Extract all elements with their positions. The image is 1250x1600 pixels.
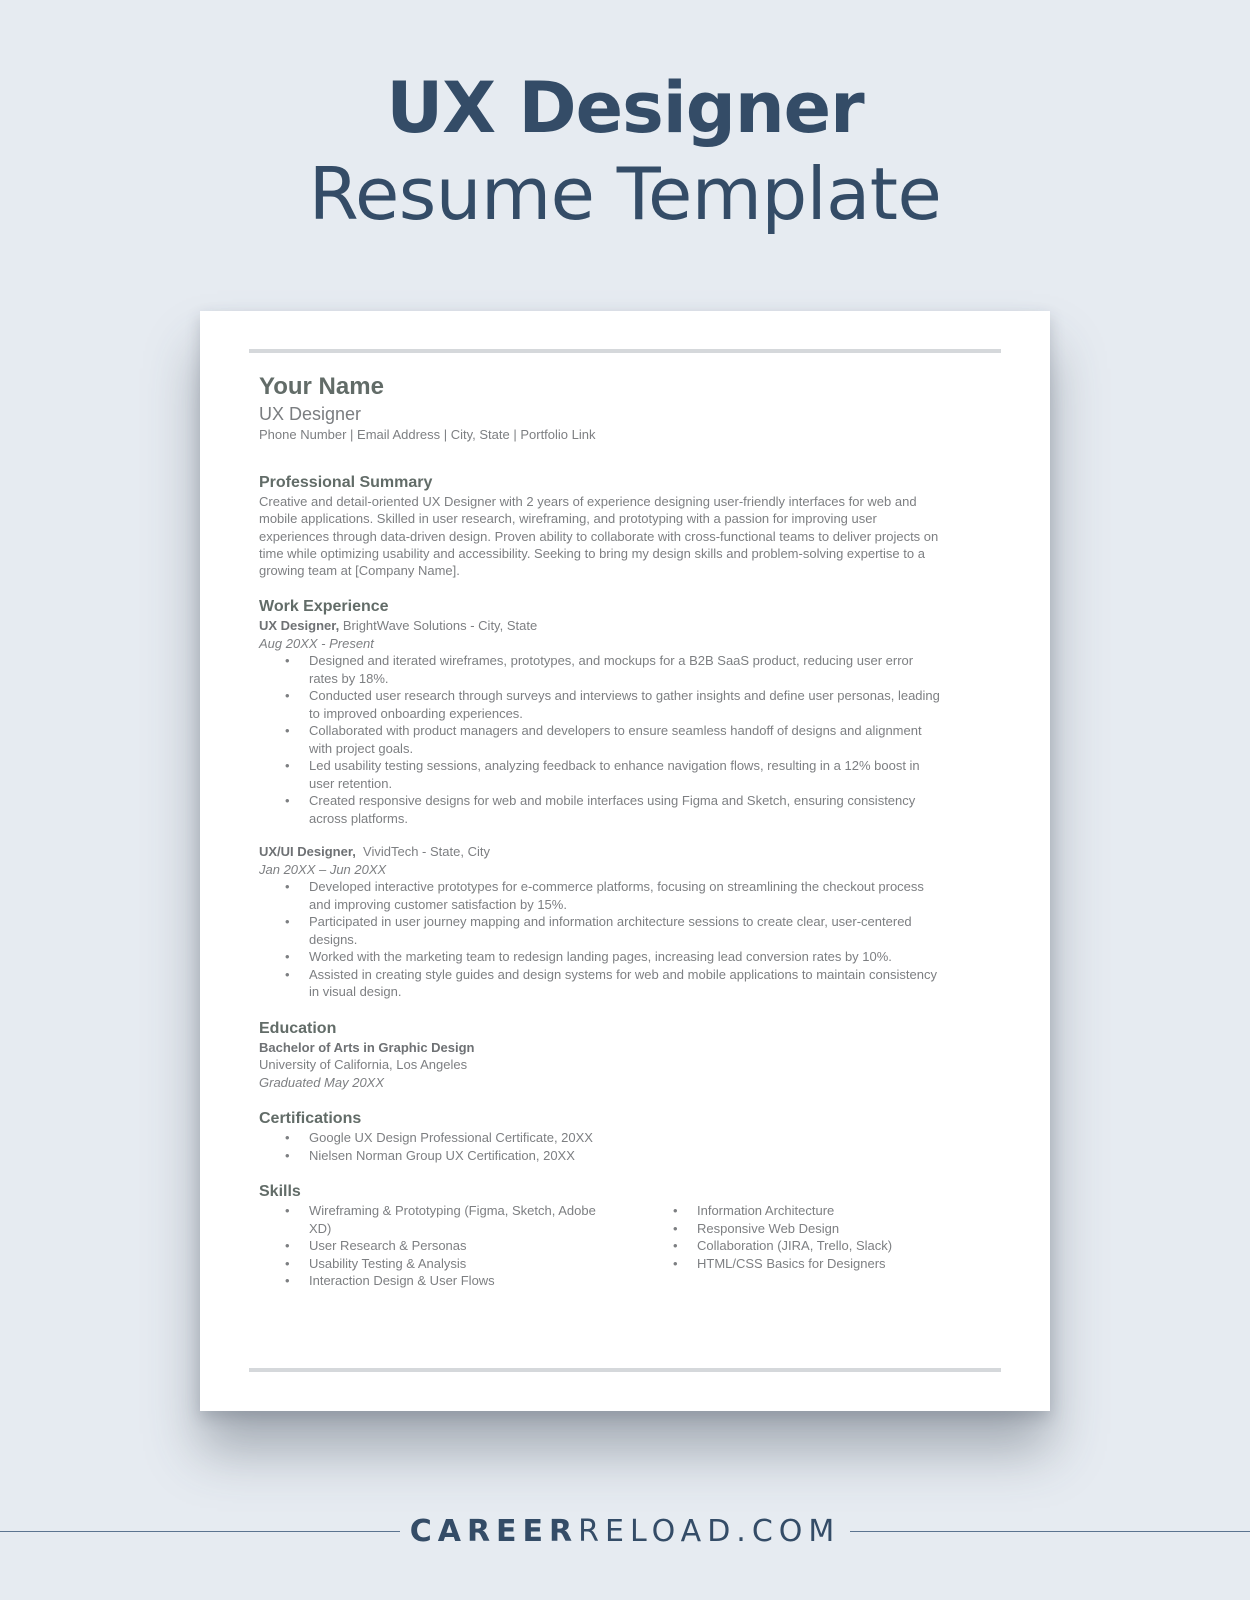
skill-item: • Responsive Web Design	[697, 1220, 892, 1238]
certifications-heading: Certifications	[259, 1110, 362, 1128]
job-bullet	[309, 792, 994, 827]
summary-text	[259, 493, 994, 579]
job-bullets	[259, 878, 994, 1001]
skills-list-left	[259, 1202, 599, 1290]
job-bullet	[309, 757, 994, 792]
footer-brand	[0, 1510, 1250, 1554]
bullet-line: • Participated in user journey mapping and information architecture sessions to create clear, user-centered	[309, 914, 912, 930]
job-entry	[259, 617, 994, 827]
resume-name: Your Name	[259, 373, 384, 400]
bullet-line: • Assisted in creating style guides and design systems for web and mobile applications to maintain consistency	[309, 966, 937, 982]
summary-line: growing team at [Company Name].	[259, 563, 460, 579]
skill-item: • Usability Testing & Analysis	[309, 1255, 599, 1273]
skills-column-left	[259, 1202, 649, 1290]
job-title: UX Designer,	[259, 618, 340, 634]
bullet-line: user retention.	[309, 775, 393, 791]
education-school: University of California, Los Angeles	[259, 1057, 468, 1073]
skills-heading: Skills	[259, 1183, 301, 1201]
brand-bold: CAREER	[409, 1514, 579, 1549]
bullet-line: • Led usability testing sessions, analyzing feedback to enhance navigation flows, resulting in a 12% boost in	[309, 758, 920, 774]
summary-line: experiences through data-driven design. Proven ability to collaborate with cross-functional teams to deliver projects on	[259, 528, 939, 544]
skills-columns	[259, 1202, 994, 1290]
job-bullet	[309, 878, 994, 913]
experience-heading: Work Experience	[259, 598, 389, 616]
job-header	[259, 617, 994, 635]
skill-item: • Information Architecture	[697, 1202, 892, 1220]
brand-regular: RELOAD.COM	[578, 1514, 841, 1549]
bullet-line: in visual design.	[309, 984, 402, 1000]
resume-page	[200, 311, 1050, 1411]
hero-title-line1: UX Designer	[386, 67, 864, 149]
job-bullet	[309, 652, 994, 687]
job-bullet	[309, 913, 994, 948]
skill-item: • Wireframing & Prototyping (Figma, Sketch, Adobe XD)	[309, 1202, 599, 1237]
bullet-line: • Designed and iterated wireframes, prototypes, and mockups for a B2B SaaS product, reducing user error	[309, 653, 914, 669]
job-header	[259, 843, 994, 861]
bottom-divider	[249, 1368, 1001, 1372]
job-bullets	[259, 652, 994, 827]
job-bullet	[309, 722, 994, 757]
education-graduated: Graduated May 20XX	[259, 1074, 385, 1090]
skills-list-right	[649, 1202, 892, 1272]
job-company: BrightWave Solutions - City, State	[339, 618, 538, 634]
bullet-line: rates by 18%.	[309, 670, 389, 686]
bullet-line: • Developed interactive prototypes for e-commerce platforms, focusing on streamlining the checkout process	[309, 879, 924, 895]
job-bullet	[309, 948, 994, 966]
bullet-line: • Collaborated with product managers and developers to ensure seamless handoff of designs and alignment	[309, 723, 922, 739]
bullet-line: • Worked with the marketing team to redesign landing pages, increasing lead conversion rates by 10%.	[309, 949, 892, 965]
bullet-line: with project goals.	[309, 740, 414, 756]
job-dates: Jan 20XX – Jun 20XX	[259, 861, 387, 877]
bullet-line: • Created responsive designs for web and mobile interfaces using Figma and Sketch, ensuring consistency	[309, 793, 916, 809]
hero-title	[0, 66, 1250, 238]
resume-role: UX Designer	[259, 404, 362, 424]
summary-heading: Professional Summary	[259, 474, 433, 491]
skills-column-right	[649, 1202, 892, 1290]
footer	[0, 1510, 1250, 1560]
skill-item: • HTML/CSS Basics for Designers	[697, 1255, 892, 1273]
bullet-line: across platforms.	[309, 810, 408, 826]
resume-content	[259, 372, 994, 1290]
top-divider	[249, 349, 1001, 353]
job-dates: Aug 20XX - Present	[259, 635, 374, 651]
job-bullet	[309, 966, 994, 1001]
certification-item: • Google UX Design Professional Certificate, 20XX	[309, 1129, 994, 1147]
education-heading: Education	[259, 1019, 337, 1037]
job-company: VividTech - State, City	[355, 844, 490, 860]
job-bullet	[309, 687, 994, 722]
skill-item: • Collaboration (JIRA, Trello, Slack)	[697, 1237, 892, 1255]
skill-item: • User Research & Personas	[309, 1237, 599, 1255]
bullet-line: to improved onboarding experiences.	[309, 705, 523, 721]
summary-line: Creative and detail-oriented UX Designer with 2 years of experience designing user-friendly interfaces for web and	[259, 494, 917, 509]
bullet-line: designs.	[309, 931, 358, 947]
job-title: UX/UI Designer,	[259, 844, 356, 860]
skill-item: • Interaction Design & User Flows	[309, 1272, 599, 1290]
summary-line: mobile applications. Skilled in user research, wireframing, and prototyping with a passion for improving user	[259, 511, 877, 527]
bullet-line: and improving customer satisfaction by 15%.	[309, 896, 567, 912]
resume-contact: Phone Number | Email Address | City, State | Portfolio Link	[259, 427, 596, 442]
summary-line: time while optimizing usability and accessibility. Seeking to bring my design skills and problem-solving expertise to a	[259, 545, 925, 561]
bullet-line: • Conducted user research through surveys and interviews to gather insights and define user personas, leading	[309, 688, 940, 704]
certifications-list	[259, 1129, 994, 1164]
certification-item: • Nielsen Norman Group UX Certification, 20XX	[309, 1147, 994, 1165]
education-degree: Bachelor of Arts in Graphic Design	[259, 1039, 475, 1055]
hero-title-line2: Resume Template	[308, 152, 942, 236]
job-entry	[259, 843, 994, 1001]
